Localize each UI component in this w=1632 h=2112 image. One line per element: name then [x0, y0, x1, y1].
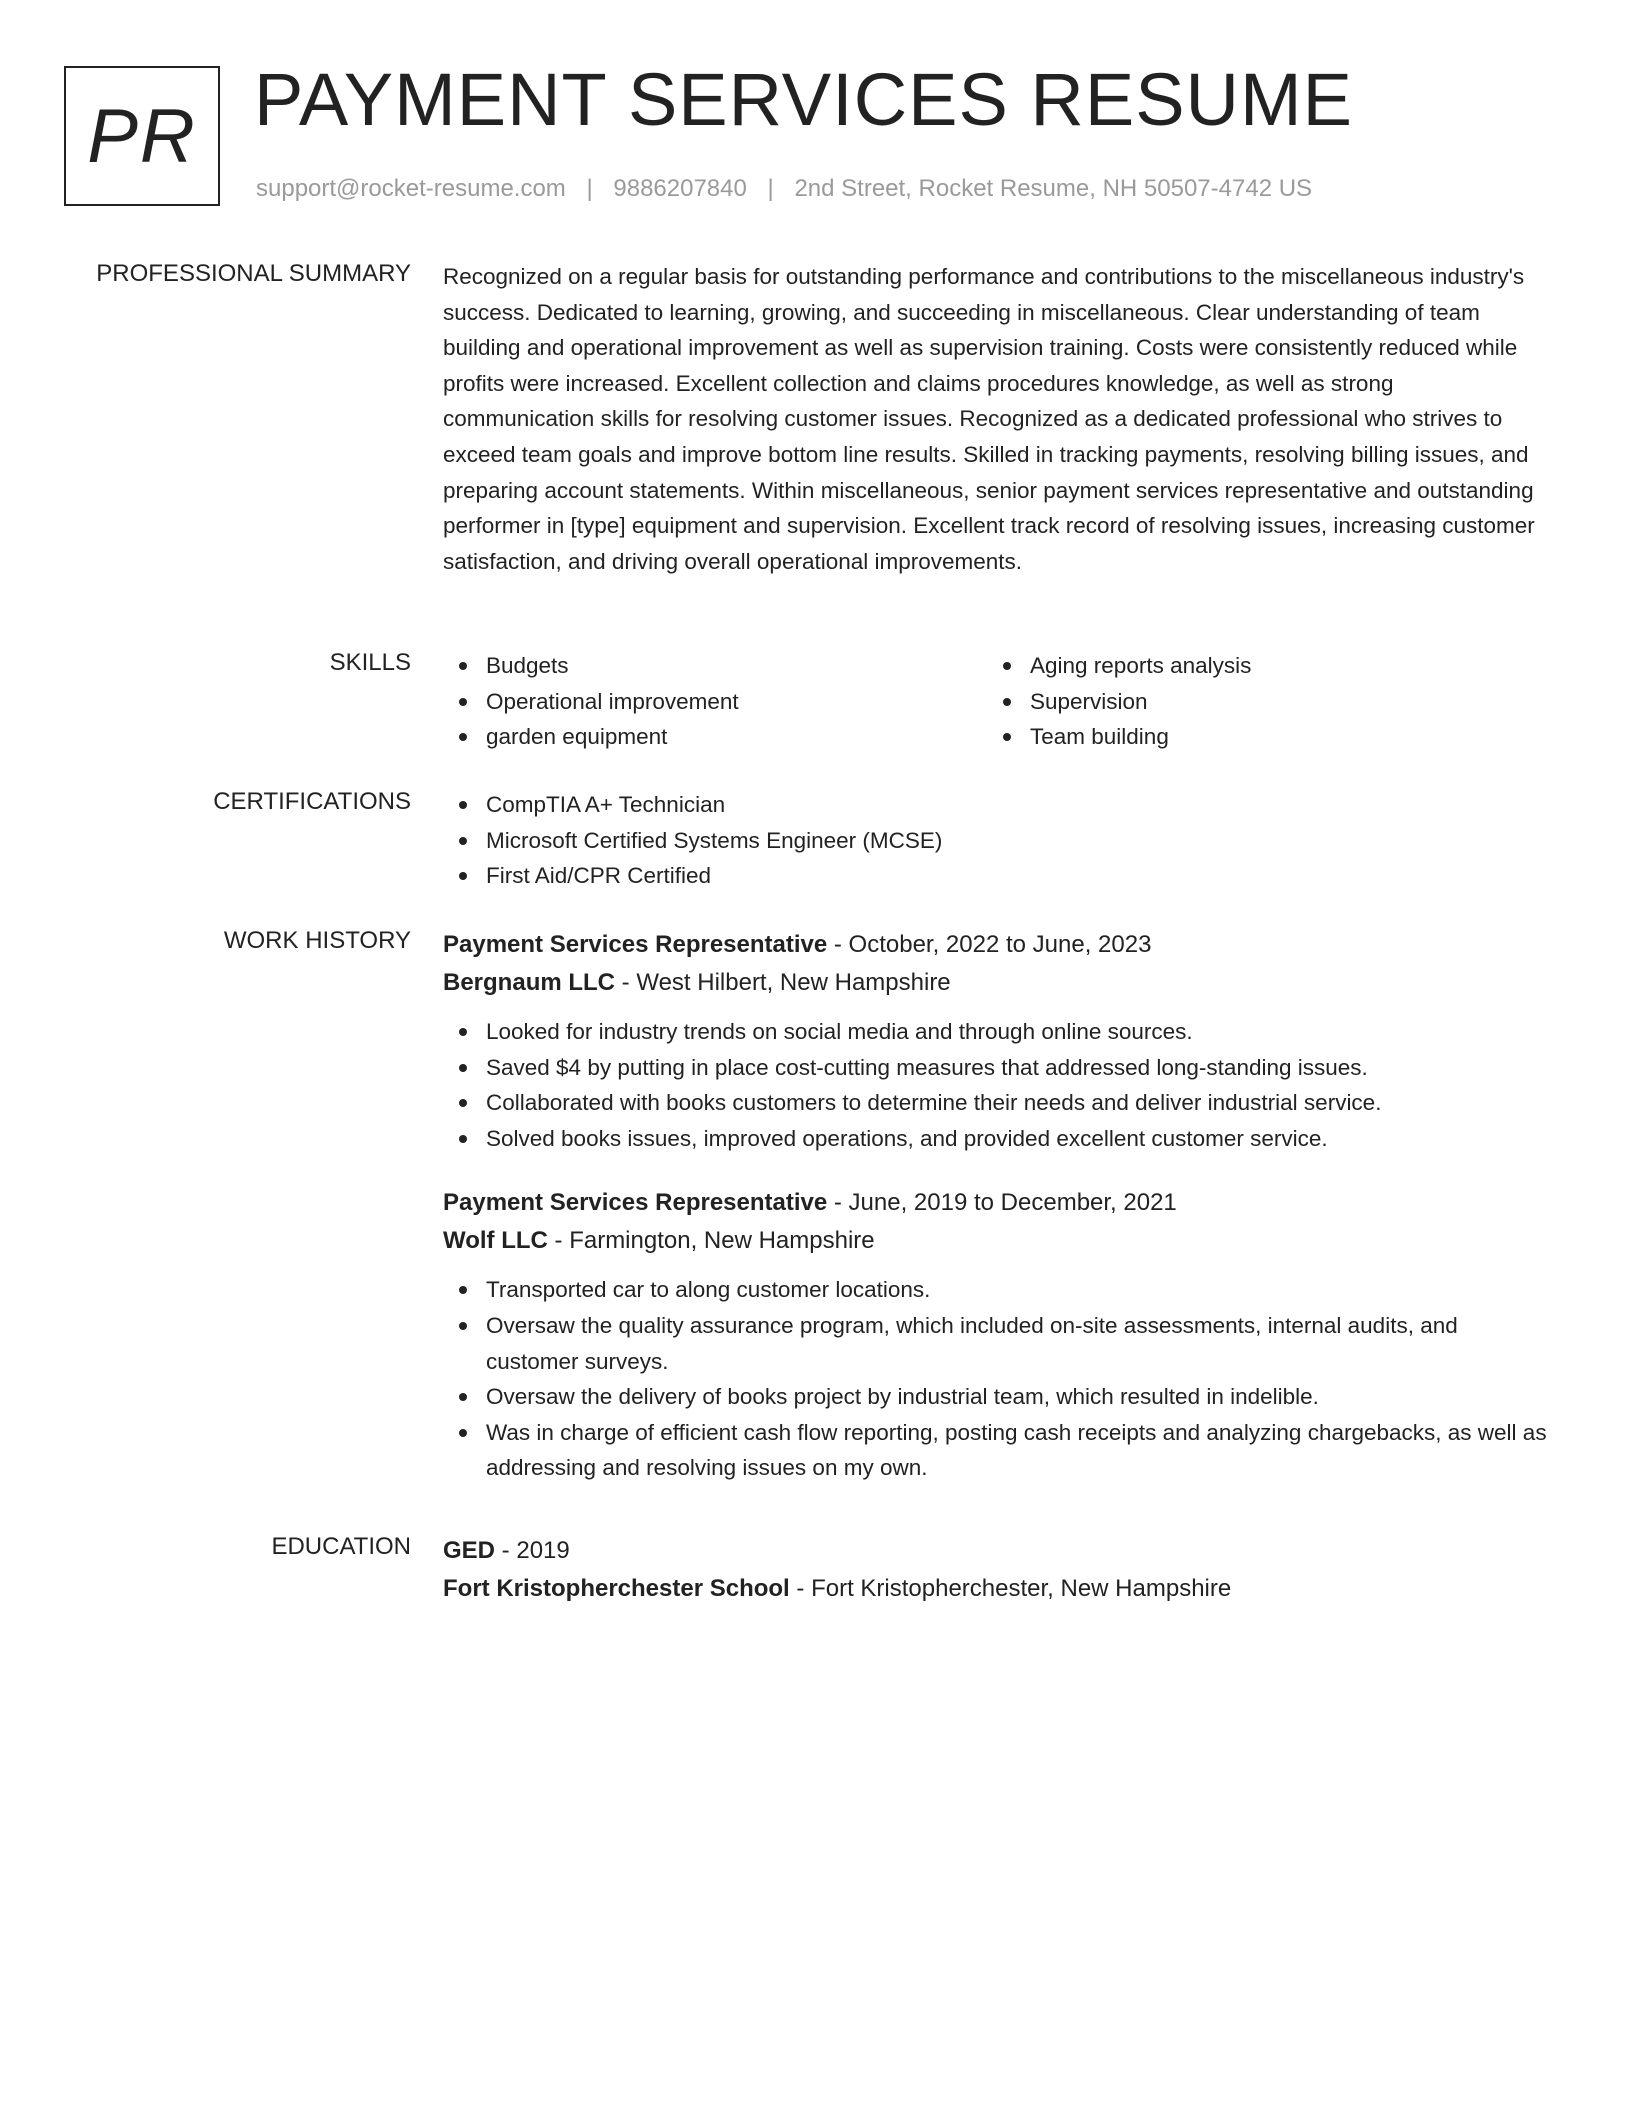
school-line [443, 1570, 1549, 1608]
job-dates: - June, 2019 to December, 2021 [827, 1189, 1177, 1217]
company-line [443, 964, 1549, 1002]
job-bullet: Transported car to along customer locations. [443, 1272, 1549, 1308]
job-bullet: Oversaw the delivery of books project by industrial team, which resulted in indelible. [443, 1379, 1549, 1415]
job-bullet: Oversaw the quality assurance program, which included on-site assessments, internal audits, and customer surveys. [443, 1308, 1549, 1379]
work-history-body [443, 926, 1549, 1486]
education-body [443, 1532, 1549, 1608]
company-location: - Farmington, New Hampshire [547, 1227, 875, 1255]
company-line [443, 1222, 1549, 1260]
company-location: - West Hilbert, New Hampshire [615, 969, 951, 996]
contact-address: 2nd Street, Rocket Resume, NH 50507-4742 US [794, 175, 1313, 202]
job-entry [443, 926, 1549, 1156]
certification-item: First Aid/CPR Certified [443, 858, 1549, 894]
monogram-initials: PR [87, 93, 197, 179]
job-title: Payment Services Representative [443, 1189, 828, 1217]
company-name: Wolf LLC [443, 1227, 548, 1255]
company-name: Bergnaum LLC [443, 969, 616, 996]
job-title: Payment Services Representative [443, 931, 828, 958]
section-label-work-history: WORK HISTORY [223, 927, 411, 954]
resume-title: PAYMENT SERVICES RESUME [254, 58, 1353, 141]
monogram-box [64, 66, 220, 206]
skill-item: Budgets [443, 648, 987, 684]
degree-name: GED [443, 1537, 496, 1564]
section-label-certifications: CERTIFICATIONS [213, 788, 411, 815]
summary-text: Recognized on a regular basis for outstanding performance and contributions to the miscellaneous industry's success. Dedicated to learning, growing, and succeeding in miscellaneous. Clear understanding of team building and operational improvement as well as supervision training. Costs were consistently reduced while profits were increased. Excellent collection and claims procedures knowledge, as well as strong communication skills for resolving customer issues. Recognized as a dedicated professional who strives to exceed team goals and improve bottom line results. Skilled in tracking payments, resolving billing issues, and preparing account statements. Within miscellaneous, senior payment services representative and outstanding performer in [type] equipment and supervision. Excellent track record of resolving issues, increasing customer satisfaction, and driving overall operational improvements. [443, 264, 1535, 574]
certification-item: CompTIA A+ Technician [443, 787, 1549, 823]
contact-phone: 9886207840 [613, 175, 747, 202]
degree-line [443, 1532, 1549, 1570]
contact-separator: | [586, 175, 593, 202]
job-bullet: Collaborated with books customers to determine their needs and deliver industrial service. [443, 1085, 1549, 1121]
section-label-education: EDUCATION [271, 1533, 411, 1560]
skill-item: Operational improvement [443, 684, 987, 720]
job-entry [443, 1184, 1549, 1486]
job-dates: - October, 2022 to June, 2023 [827, 931, 1152, 958]
certifications-body [443, 787, 1549, 894]
job-heading [443, 926, 1549, 964]
summary-body [443, 259, 1549, 579]
job-bullet-list [443, 1014, 1549, 1156]
skill-item: Supervision [987, 684, 1531, 720]
skills-column-right [987, 648, 1531, 755]
degree-year: - 2019 [495, 1537, 570, 1564]
certifications-list [443, 787, 1549, 894]
contact-line [256, 174, 1312, 204]
certification-item: Microsoft Certified Systems Engineer (MCSE) [443, 823, 1549, 859]
skill-item: Aging reports analysis [987, 648, 1531, 684]
skills-column-left [443, 648, 987, 755]
skill-item: Team building [987, 719, 1531, 755]
job-bullet-list [443, 1272, 1549, 1486]
contact-email: support@rocket-resume.com [256, 175, 566, 202]
job-bullet: Saved $4 by putting in place cost-cutting measures that addressed long-standing issues. [443, 1050, 1549, 1086]
job-bullet: Was in charge of efficient cash flow reporting, posting cash receipts and analyzing chargebacks, as well as addressing and resolving issues on my own. [443, 1415, 1549, 1486]
job-heading [443, 1184, 1549, 1222]
school-name: Fort Kristopherchester School [443, 1575, 790, 1602]
skills-grid [443, 648, 1549, 755]
section-label-skills: SKILLS [329, 649, 411, 676]
job-bullet: Looked for industry trends on social media and through online sources. [443, 1014, 1549, 1050]
skill-item: garden equipment [443, 719, 987, 755]
school-location: - Fort Kristopherchester, New Hampshire [789, 1575, 1232, 1602]
contact-separator: | [767, 175, 774, 202]
section-label-summary: PROFESSIONAL SUMMARY [96, 260, 411, 287]
job-bullet: Solved books issues, improved operations, and provided excellent customer service. [443, 1121, 1549, 1157]
